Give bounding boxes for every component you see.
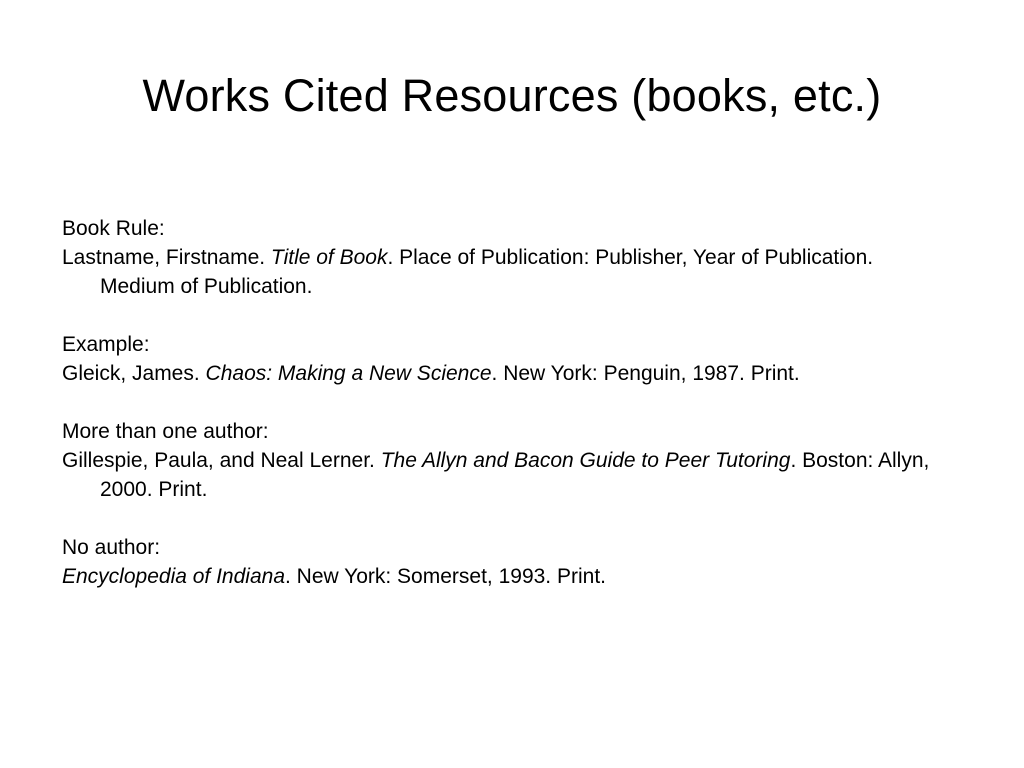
multi-author-heading: More than one author: xyxy=(62,420,269,443)
no-author-title: Encyclopedia of Indiana xyxy=(62,565,285,588)
example-author: Gleick, James. xyxy=(62,362,206,385)
book-rule-citation xyxy=(62,243,962,301)
book-rule-publication: . Place of Publication: Publisher, Year of Publication. xyxy=(387,246,874,269)
no-author-citation xyxy=(62,562,962,591)
multi-author-publication: . Boston: Allyn, 2000. Print. xyxy=(100,449,930,501)
book-rule-title: Title of Book xyxy=(270,246,388,269)
multi-author-title: The Allyn and Bacon Guide to Peer Tutoring xyxy=(380,449,791,472)
spacer xyxy=(62,504,962,533)
book-rule-medium: Medium of Publication. xyxy=(100,275,313,298)
slide-body xyxy=(62,214,962,591)
multi-author-citation xyxy=(62,446,962,504)
example-heading: Example: xyxy=(62,333,150,356)
no-author-heading: No author: xyxy=(62,536,161,559)
spacer xyxy=(62,301,962,330)
spacer xyxy=(62,388,962,417)
book-rule-heading: Book Rule: xyxy=(62,217,165,240)
example-title: Chaos: Making a New Science xyxy=(205,362,492,385)
example-citation xyxy=(62,359,962,388)
book-rule-author: Lastname, Firstname. xyxy=(62,246,271,269)
slide-title: Works Cited Resources (books, etc.) xyxy=(142,70,882,121)
no-author-publication: . New York: Somerset, 1993. Print. xyxy=(285,565,606,588)
multi-author-authors: Gillespie, Paula, and Neal Lerner. xyxy=(62,449,381,472)
example-publication: . New York: Penguin, 1987. Print. xyxy=(491,362,800,385)
